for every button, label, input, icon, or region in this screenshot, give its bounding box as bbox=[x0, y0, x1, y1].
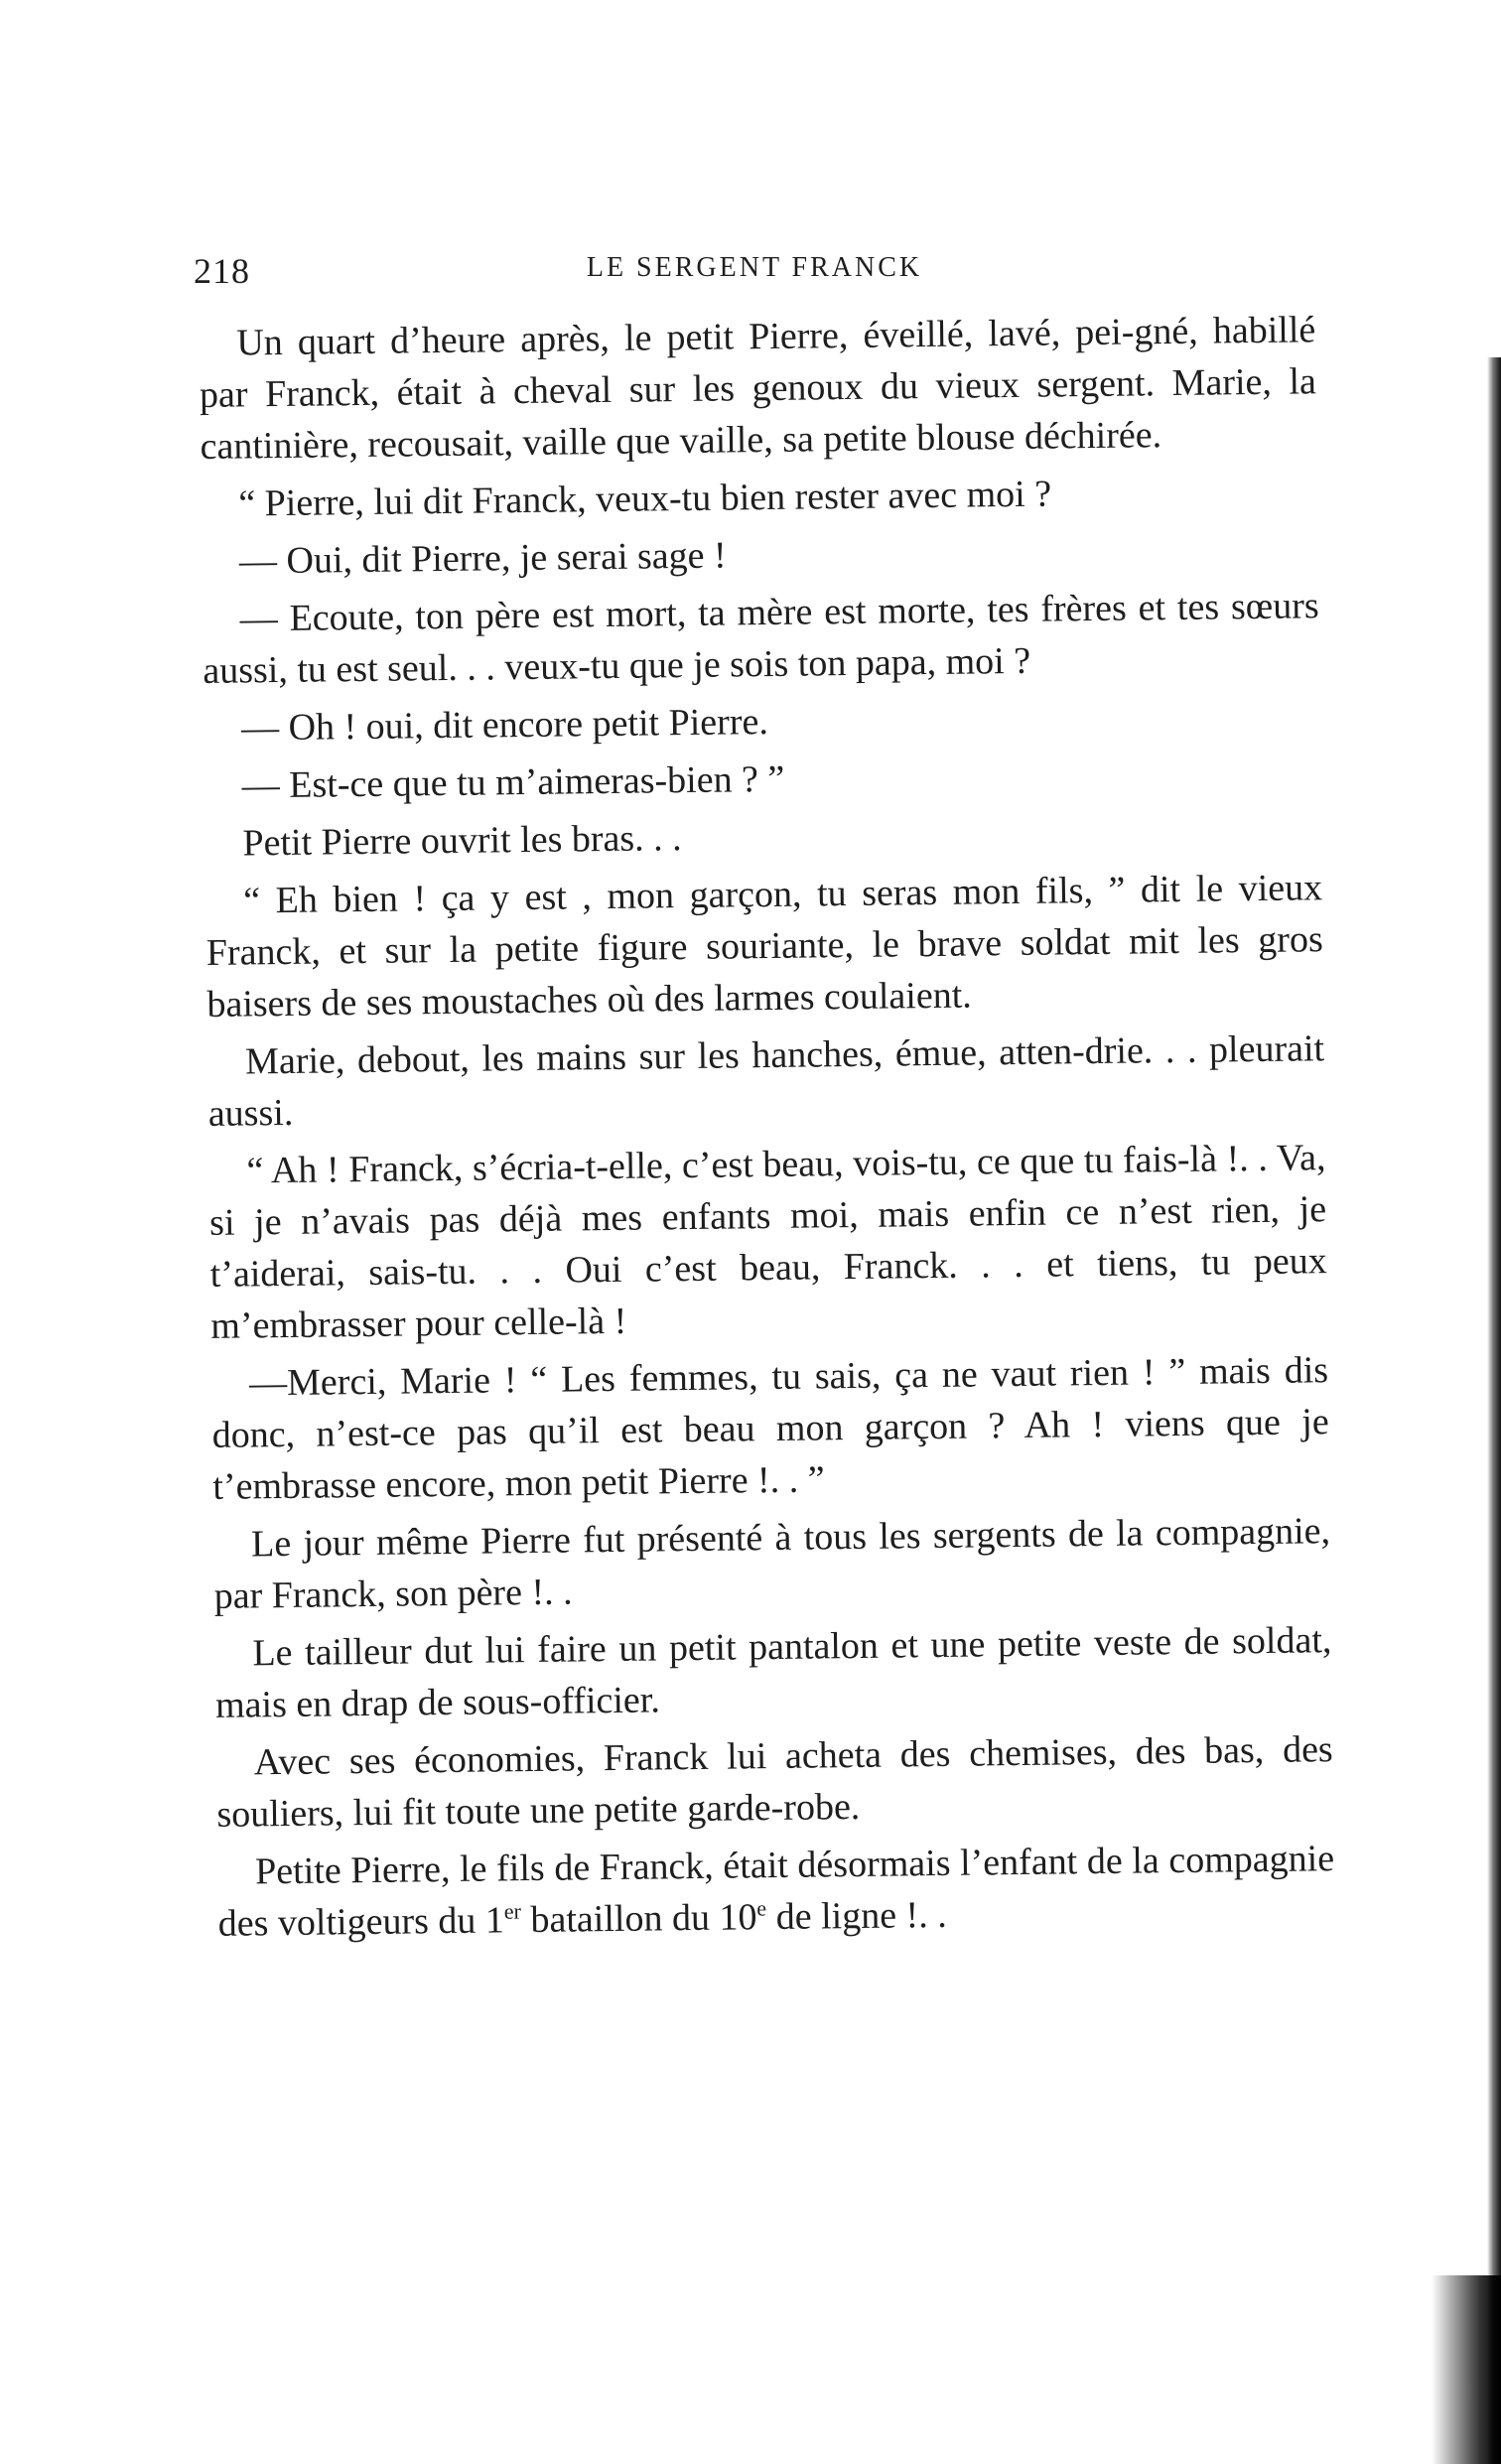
paragraph: Petit Pierre ouvrit les bras. . . bbox=[242, 817, 682, 865]
paragraph: Le jour même Pierre fut présenté à tous les sergents de la compagnie, par Franck, son père !. . bbox=[213, 1510, 1331, 1617]
last-paragraph bbox=[217, 1833, 1335, 1950]
ordinal-superscript: er bbox=[503, 1898, 522, 1924]
last-paragraph-text-1: Petite Pierre, le fils de Franck, était désormais l’enfant de la compagnie des voltigeurs du 1 bbox=[217, 1838, 1335, 1945]
paragraph: “ Eh bien ! ça y est , mon garçon, tu seras mon fils, ” dit le vieux Franck, et sur la petite figure souriante, le brave soldat mit les gros baisers de ses moustaches où des larmes coulaient. bbox=[205, 867, 1323, 1026]
paragraph: — Est-ce que tu m’aimeras-bien ? ” bbox=[241, 757, 785, 807]
page-header bbox=[194, 250, 1315, 300]
page-number: 218 bbox=[194, 251, 250, 291]
last-paragraph-text-3: de ligne !. . bbox=[765, 1893, 947, 1939]
paragraph: Un quart d’heure après, le petit Pierre, éveillé, lavé, pei-gné, habillé par Franck, était à cheval sur les genoux du vieux sergent. Marie, la cantinière, recousait, vaille que vaille, sa petite blouse déchirée. bbox=[199, 309, 1317, 468]
paragraph: Le tailleur dut lui faire un petit pantalon et une petite veste de soldat, mais en drap de sous-officier. bbox=[214, 1619, 1332, 1726]
paragraph: Avec ses économies, Franck lui acheta des chemises, des bas, des souliers, lui fit toute une petite garde-robe. bbox=[216, 1728, 1333, 1836]
running-head: LE SERGENT FRANCK bbox=[586, 252, 923, 283]
paragraph: — Oui, dit Pierre, je serai sage ! bbox=[238, 534, 727, 583]
last-paragraph-text-2: bataillon du 10 bbox=[520, 1896, 757, 1942]
body-text bbox=[199, 304, 1335, 1956]
paragraph: —Merci, Marie ! “ Les femmes, tu sais, ça ne vaut rien ! ” mais dis donc, n’est-ce pas qu’il est beau mon garçon ? Ah ! viens que je t’embrasse encore, mon petit Pierre !. . ” bbox=[211, 1349, 1329, 1508]
paragraph: “ Pierre, lui dit Franck, veux-tu bien rester avec moi ? bbox=[238, 473, 1052, 525]
page-corner-shadow bbox=[1432, 2275, 1501, 2464]
paragraph: — Oh ! oui, dit encore petit Pierre. bbox=[240, 701, 769, 750]
paragraph: Marie, debout, les mains sur les hanches, émue, atten-drie. . . pleurait aussi. bbox=[207, 1027, 1325, 1135]
paragraph: — Ecoute, ton père est mort, ta mère est morte, tes frères et tes sœurs aussi, tu est seul. . . veux-tu que je sois ton papa, moi ? bbox=[203, 585, 1319, 692]
paragraph: “ Ah ! Franck, s’écria-t-elle, c’est beau, vois-tu, ce que tu fais-là !. . Va, si je n’avais pas déjà mes enfants moi, mais enfin ce n’est rien, je t’aiderai, sais-tu. . . Oui c’est beau, Franck. . . et tiens, tu peux m’embrasser pour celle-là ! bbox=[208, 1137, 1327, 1347]
page-edge-shadow bbox=[1487, 357, 1501, 2464]
ordinal-superscript: e bbox=[756, 1895, 767, 1921]
